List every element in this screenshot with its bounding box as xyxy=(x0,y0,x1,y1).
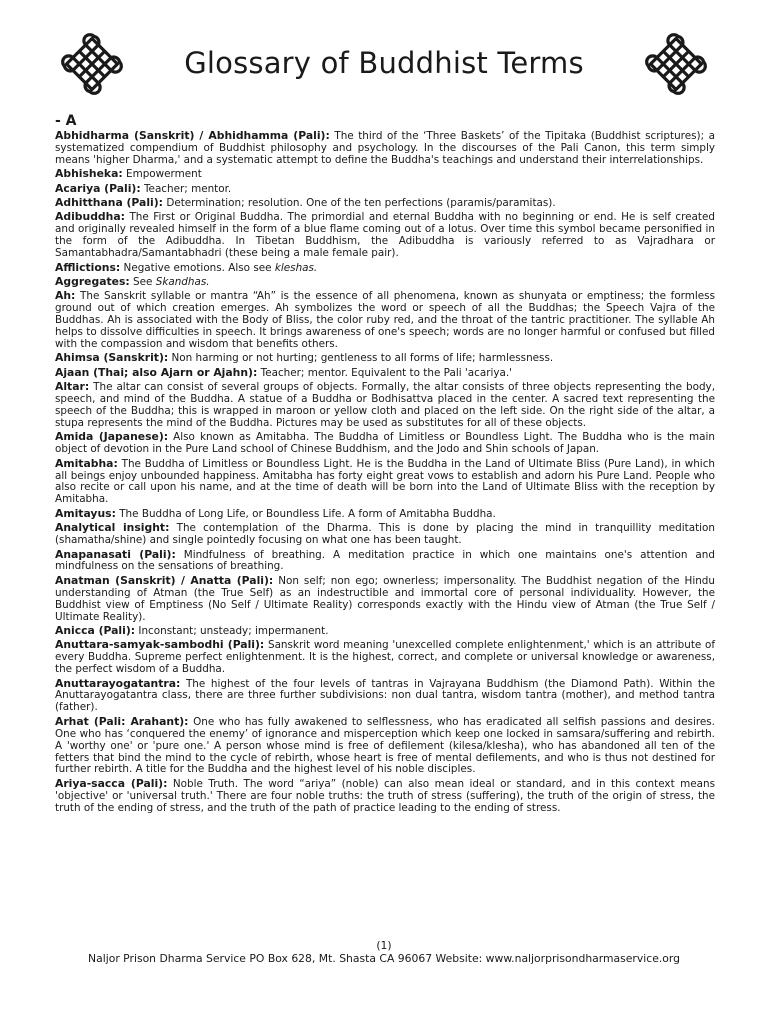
entry-term: Analytical insight: xyxy=(55,521,170,535)
glossary-entry xyxy=(55,575,715,624)
glossary-entry xyxy=(55,183,715,196)
entry-term: Adhitthana (Pali): xyxy=(55,196,163,210)
entry-definition: Empowerment xyxy=(126,168,202,181)
entry-term: Arhat (Pali: Arahant): xyxy=(55,714,189,728)
glossary-entry xyxy=(55,716,715,777)
glossary-entry xyxy=(55,458,715,507)
glossary-entry xyxy=(55,290,715,351)
footer-contact-line: Naljor Prison Dharma Service PO Box 628, Mt. Shasta CA 96067 Website: www.naljorprisondharmaservice.org xyxy=(88,952,680,965)
section-letter: - A xyxy=(55,113,77,129)
glossary-entry xyxy=(55,367,715,380)
glossary-entry xyxy=(55,522,715,547)
entry-definition: Mindfulness of breathing. A meditation practice in which one maintains one's attention and mindfulness on the sensations of breathing. xyxy=(55,548,715,573)
entry-term: Aggregates: xyxy=(55,274,130,288)
entry-term: Anatman (Sanskrit) / Anatta (Pali): xyxy=(55,573,274,587)
entry-term: Adibuddha: xyxy=(55,210,125,224)
entry-definition: The Buddha of Limitless or Boundless Light. He is the Buddha in the Land of Ultimate Bliss (Pure Land), in which all beings enjoy unbounded happiness. Amitabha has forty eight great vows to establish and adorn his Pure Land. People who also recite or call upon his name, and at the time of death will be born into the Land of Ultimate Bliss with the reception by Amitabha. xyxy=(55,457,715,506)
entry-definition: Sanskrit word meaning 'unexcelled complete enlightenment,' which is an attribute of every Buddha. Supreme perfect enlightenment. It is the highest, correct, and complete or universal knowledge or awareness, the perfect wisdom of a Buddha. xyxy=(55,639,715,676)
entry-term: Amitabha: xyxy=(55,456,118,470)
glossary-entries xyxy=(55,130,715,816)
glossary-entry xyxy=(55,431,715,456)
entry-definition: The Buddha of Long Life, or Boundless Life. A form of Amitabha Buddha. xyxy=(119,507,496,520)
entry-definition: The contemplation of the Dharma. This is done by placing the mind in tranquillity meditation (shamatha/shine) and single pointedly focusing on what one has been taught. xyxy=(55,522,715,547)
entry-definition: Non self; non ego; ownerless; impersonality. The Buddhist negation of the Hindu understanding of Atman (the True Self) as an indestructible and immortal core of personal individuality. However, the Buddhist view of Emptiness (No Self / Ultimate Reality) corresponds exactly with the Hindu view of Atman (the True Self / Ultimate Reality). xyxy=(55,574,715,623)
entry-definition: The Sanskrit syllable or mantra “Ah” is the essence of all phenomena, known as shunyata or emptiness; the formless ground out of which creation emerges. Ah symbolizes the word or speech of all the Buddhas; the Speech Vajra of the Buddhas. Ah is associated with the Body of Bliss, the color ruby red, and the throat of the tantric practitioner. The syllable Ah helps to dissolve difficulties in speech. It brings awareness of one's speech; words are no longer harmful or confused but filled with the compassion and wisdom that benefits others. xyxy=(55,290,716,350)
entry-term: Ariya-sacca (Pali): xyxy=(55,776,168,790)
entry-definition: See xyxy=(133,275,153,288)
glossary-entry xyxy=(55,549,715,574)
entry-definition: Negative emotions. Also see xyxy=(123,261,272,274)
page-number: (1) xyxy=(376,939,392,952)
entry-definition-italic: Skandhas. xyxy=(155,275,210,288)
entry-term: Ah: xyxy=(55,289,76,303)
glossary-entry xyxy=(55,130,715,167)
glossary-entry xyxy=(55,168,715,181)
entry-definition-italic: kleshas. xyxy=(274,261,318,274)
entry-term: Ajaan (Thai; also Ajarn or Ajahn): xyxy=(55,365,258,379)
entry-definition: One who has fully awakened to selflessness, who has eradicated all selfish passions and desires. One who has ‘conquered the enemy’ of ignorance and misperception which keep one locked in samsara/suffering and rebirth. A 'worthy one' or 'pure one.' A person whose mind is free of defilement (kilesa/klesha), who has abandoned all ten of the fetters that bind the mind to the cycle of rebirth, whose heart is free of mental defilements, and who is thus not destined for further rebirth. A title for the Buddha and the highest level of his noble disciples. xyxy=(55,715,715,776)
entry-term: Anapanasati (Pali): xyxy=(55,547,176,561)
entry-definition: Determination; resolution. One of the ten perfections (paramis/paramitas). xyxy=(166,197,556,210)
page-title: Glossary of Buddhist Terms xyxy=(184,46,584,80)
entry-definition: The altar can consist of several groups of objects. Formally, the altar consists of three objects representing the body, speech, and mind of the Buddha. A statue of a Buddha or Bodhisattva placed in the center. A sacred text representing the speech of the Buddha; this is wrapped in maroon or yellow cloth and placed on the left side. On the right side of the altar, a stupa represents the mind of the Buddha. Pictures may be used as substitutes for all of these objects. xyxy=(55,381,715,429)
entry-term: Anicca (Pali): xyxy=(55,623,136,637)
page-footer xyxy=(0,939,768,965)
entry-definition: Teacher; mentor. Equivalent to the Pali 'acariya.' xyxy=(260,366,513,379)
glossary-entry xyxy=(55,508,715,521)
entry-term: Amitayus: xyxy=(55,506,116,520)
entry-term: Abhisheka: xyxy=(55,167,123,181)
entry-definition: Noble Truth. The word “ariya” (noble) can also mean ideal or standard, and in this context means 'objective' or 'universal truth.' There are four noble truths: the truth of stress (suffering), the truth of the origin of stress, the truth of the ending of stress, and the truth of the path of practice leading to the ending of stress. xyxy=(55,777,716,814)
entry-definition: The third of the ‘Three Baskets’ of the Tipitaka (Buddhist scriptures); a systematized compendium of Buddhist philosophy and psychology. In the discourses of the Pali Canon, this term simply means 'higher Dharma,' and a systematic attempt to define the Buddha's teachings and understand their interrelationships. xyxy=(55,130,715,166)
entry-term: Afflictions: xyxy=(55,260,121,274)
entry-term: Ahimsa (Sanskrit): xyxy=(55,351,169,365)
glossary-entry xyxy=(55,625,715,638)
entry-term: Altar: xyxy=(55,380,90,394)
glossary-entry xyxy=(55,678,715,715)
glossary-entry xyxy=(55,352,715,365)
entry-definition: Teacher; mentor. xyxy=(143,182,232,195)
entry-term: Abhidharma (Sanskrit) / Abhidhamma (Pali): xyxy=(55,129,330,142)
entry-definition: Also known as Amitabha. The Buddha of Limitless or Boundless Light. The Buddha who is the main object of devotion in the Pure Land school of Chinese Buddhism, and the Jodo and Shin schools of Japan. xyxy=(55,431,715,456)
glossary-entry xyxy=(55,262,715,275)
glossary-entry xyxy=(55,211,715,260)
entry-term: Acariya (Pali): xyxy=(55,181,141,195)
entry-term: Anuttara-samyak-sambodhi (Pali): xyxy=(55,638,265,652)
glossary-entry xyxy=(55,197,715,210)
glossary-entry xyxy=(55,639,715,676)
glossary-entry xyxy=(55,381,715,430)
entry-definition: Inconstant; unsteady; impermanent. xyxy=(138,624,329,637)
entry-term: Anuttarayogatantra: xyxy=(55,676,181,690)
entry-definition: The First or Original Buddha. The primordial and eternal Buddha with no beginning or end. He is self created and originally revealed himself in the form of a blue flame coming out of a lotus. Over time this symbol became personified in the form of the Adibuddha. In Tibetan Buddhism, the Adibuddha is variously referred to as Vajradhara or Samantabhadra/Samantabhadri (these being a male female pair). xyxy=(55,211,715,260)
entry-definition: The highest of the four levels of tantras in Vajrayana Buddhism (the Diamond Path). Within the Anuttarayogatantra class, there are three further subdivisions: non dual tantra, wisdom tantra (mother), and method tantra (father). xyxy=(55,677,715,714)
glossary-entry xyxy=(55,778,715,815)
glossary-entry xyxy=(55,276,715,289)
entry-definition: Non harming or not hurting; gentleness to all forms of life; harmlessness. xyxy=(171,352,554,365)
entry-term: Amida (Japanese): xyxy=(55,430,169,444)
